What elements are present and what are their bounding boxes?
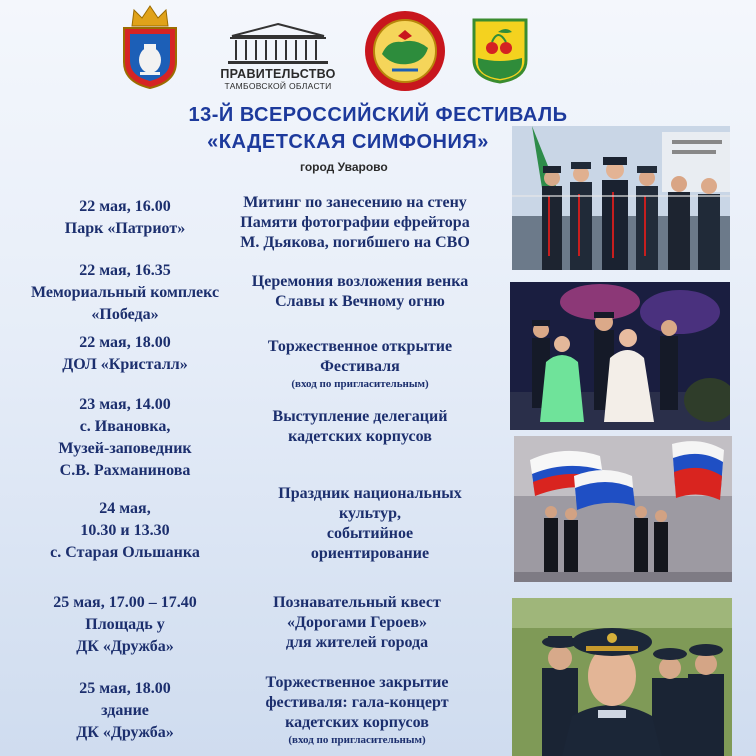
festival-title-line2: «КАДЕТСКАЯ СИМФОНИЯ» bbox=[207, 131, 489, 153]
event-5-when-line: 10.30 и 13.30 bbox=[80, 522, 170, 539]
uvarovo-coat-of-arms bbox=[472, 18, 528, 84]
cadets-portrait-photo bbox=[512, 598, 732, 756]
event-4-when-line: Музей-заповедник bbox=[58, 440, 192, 457]
event-3-what bbox=[215, 337, 505, 392]
tambov-coat-of-arms bbox=[120, 4, 180, 90]
flags-performance-photo bbox=[514, 436, 732, 582]
event-5-when-line: 24 мая, bbox=[99, 500, 151, 517]
event-1-what-line: М. Дьякова, погибшего на СВО bbox=[240, 234, 470, 251]
event-7-when-line: здание bbox=[101, 702, 149, 719]
government-building-logo bbox=[224, 22, 332, 66]
event-6-what bbox=[212, 593, 502, 653]
event-6-when-line: ДК «Дружба» bbox=[76, 638, 174, 655]
event-4-what-line: кадетских корпусов bbox=[288, 428, 432, 445]
event-3-what-line: Фестиваля bbox=[320, 358, 400, 375]
event-7-what-line: фестиваля: гала-концерт bbox=[265, 694, 449, 711]
event-1-when-line: 22 мая, 16.00 bbox=[79, 198, 171, 215]
event-3-note: (вход по пригласительным) bbox=[291, 378, 429, 390]
event-2-what-line: Славы к Вечному огню bbox=[275, 293, 445, 310]
event-4-what bbox=[215, 407, 505, 447]
event-6-what-line: Познавательный квест bbox=[273, 594, 441, 611]
event-2-when-line: Мемориальный комплекс bbox=[30, 284, 220, 301]
government-caption-line2: ТАМБОВСКОЙ ОБЛАСТИ bbox=[224, 81, 332, 91]
event-7-what bbox=[212, 673, 502, 748]
event-6-what-line: «Дорогами Героев» bbox=[287, 614, 427, 631]
event-1-what bbox=[200, 193, 510, 253]
event-5-what-line: ориентирование bbox=[310, 545, 430, 562]
event-3-when-line: 22 мая, 18.00 bbox=[79, 334, 171, 351]
event-6-when-line: Площадь у bbox=[85, 616, 165, 633]
event-4-when-line: с. Ивановка, bbox=[79, 418, 171, 435]
event-3-what-line: Торжественное открытие bbox=[267, 338, 453, 355]
event-4-when-line: 23 мая, 14.00 bbox=[79, 396, 171, 413]
event-1-what-line: Памяти фотографии ефрейтора bbox=[240, 214, 470, 231]
event-3-when-line: ДОЛ «Кристалл» bbox=[62, 356, 188, 373]
event-7-what-line: кадетских корпусов bbox=[285, 714, 429, 731]
event-5-what-line: культур, bbox=[339, 505, 401, 522]
government-caption-line1: ПРАВИТЕЛЬСТВО bbox=[220, 67, 336, 81]
event-7-note: (вход по пригласительным) bbox=[288, 734, 426, 746]
event-5-when-line: с. Старая Ольшанка bbox=[50, 544, 200, 561]
festival-title-line1: 13-Й ВСЕРОССИЙСКИЙ ФЕСТИВАЛЬ bbox=[188, 104, 568, 126]
event-6-what-line: для жителей города bbox=[285, 634, 429, 651]
event-5-when bbox=[0, 498, 250, 564]
event-3-when bbox=[0, 332, 250, 376]
wreath-ceremony-photo bbox=[510, 282, 730, 430]
government-caption bbox=[213, 67, 343, 91]
event-2-what-line: Церемония возложения венка bbox=[251, 273, 469, 290]
event-6-when-line: 25 мая, 17.00 – 17.40 bbox=[53, 594, 197, 611]
event-1-what-line: Митинг по занесению на стену bbox=[243, 194, 467, 211]
event-7-when-line: ДК «Дружба» bbox=[76, 724, 174, 741]
event-1-when-line: Парк «Патриот» bbox=[64, 220, 186, 237]
event-5-what-line: событийное bbox=[326, 525, 414, 542]
festival-emblem bbox=[364, 10, 446, 92]
event-7-when-line: 25 мая, 18.00 bbox=[79, 680, 171, 697]
event-4-when-line: С.В. Рахманинова bbox=[59, 462, 191, 479]
event-2-what bbox=[210, 272, 510, 312]
event-7-what-line: Торжественное закрытие bbox=[265, 674, 449, 691]
event-5-what bbox=[225, 484, 515, 564]
event-2-when-line: «Победа» bbox=[91, 306, 159, 323]
festival-city: город Уварово bbox=[300, 160, 388, 174]
event-4-when bbox=[0, 394, 250, 482]
cadets-parade-photo bbox=[512, 126, 730, 270]
event-2-when-line: 22 мая, 16.35 bbox=[79, 262, 171, 279]
event-4-what-line: Выступление делегаций bbox=[272, 408, 448, 425]
event-5-what-line: Праздник национальных bbox=[278, 485, 462, 502]
